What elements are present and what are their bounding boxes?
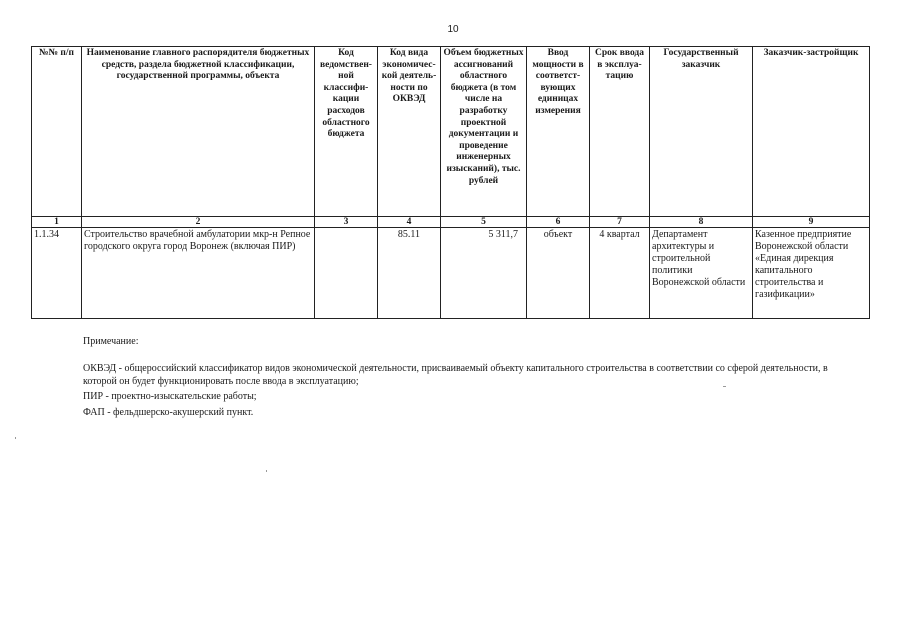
row-term: 4 квартал — [590, 228, 650, 319]
notes-section — [83, 336, 863, 422]
row-volume: 5 311,7 — [441, 228, 527, 319]
note-fap: ФАП - фельдшерско-акушерский пункт. — [83, 406, 254, 418]
column-number: 6 — [527, 217, 590, 228]
scan-speck — [15, 437, 16, 439]
column-number-row — [32, 217, 870, 228]
row-object-name: Строительство врачебной амбулатории мкр-н Репное городского округа город Воронеж (включая ПИР) — [82, 228, 315, 319]
header-row — [32, 47, 870, 217]
row-developer: Казенное предприятие Воронежской области «Единая дирекция капитального строительства и газификации» — [753, 228, 870, 319]
column-number: 7 — [590, 217, 650, 228]
header-name: Наименование главного распорядителя бюджетных средств, раздела бюджетной классификации, государственной программы, объекта — [82, 47, 315, 217]
column-number: 2 — [82, 217, 315, 228]
row-dept-code — [315, 228, 378, 319]
table-row — [32, 228, 870, 319]
header-dept-code: Код ведомствен-ной классифи-кации расходов областного бюджета — [315, 47, 378, 217]
scan-speck — [723, 386, 726, 387]
column-number: 4 — [378, 217, 441, 228]
column-number: 3 — [315, 217, 378, 228]
column-number: 1 — [32, 217, 82, 228]
row-customer: Департамент архитектуры и строительной политики Воронежской области — [650, 228, 753, 319]
register-table — [31, 46, 870, 319]
note-pir: ПИР - проектно-изыскательские работы; — [83, 391, 257, 403]
row-capacity: объект — [527, 228, 590, 319]
header-developer: Заказчик-застройщик — [753, 47, 870, 217]
note-okved: ОКВЭД - общероссийский классификатор видов экономической деятельности, присваиваемый объекту капитального строительства в соответствии со сферой деятельности, в которой он будет функционировать после ввода в эксплуатацию; — [83, 363, 828, 387]
header-term: Срок ввода в эксплуа-тацию — [590, 47, 650, 217]
row-okved: 85.11 — [378, 228, 441, 319]
header-volume: Объем бюджетных ассигнований областного бюджета (в том числе на разработку проектной документации и проведение инженерных изысканий), тыс. рублей — [441, 47, 527, 217]
row-num: 1.1.34 — [32, 228, 82, 319]
header-customer: Государственный заказчик — [650, 47, 753, 217]
notes-title: Примечание: — [83, 336, 139, 347]
header-okved: Код вида экономичес-кой деятель-ности по ОКВЭД — [378, 47, 441, 217]
column-number: 9 — [753, 217, 870, 228]
page-number: 10 — [447, 24, 459, 35]
header-capacity: Ввод мощности в соответст-вующих единицах измерения — [527, 47, 590, 217]
column-number: 5 — [441, 217, 527, 228]
scan-speck — [266, 470, 267, 472]
column-number: 8 — [650, 217, 753, 228]
header-num: №№ п/п — [32, 47, 82, 217]
